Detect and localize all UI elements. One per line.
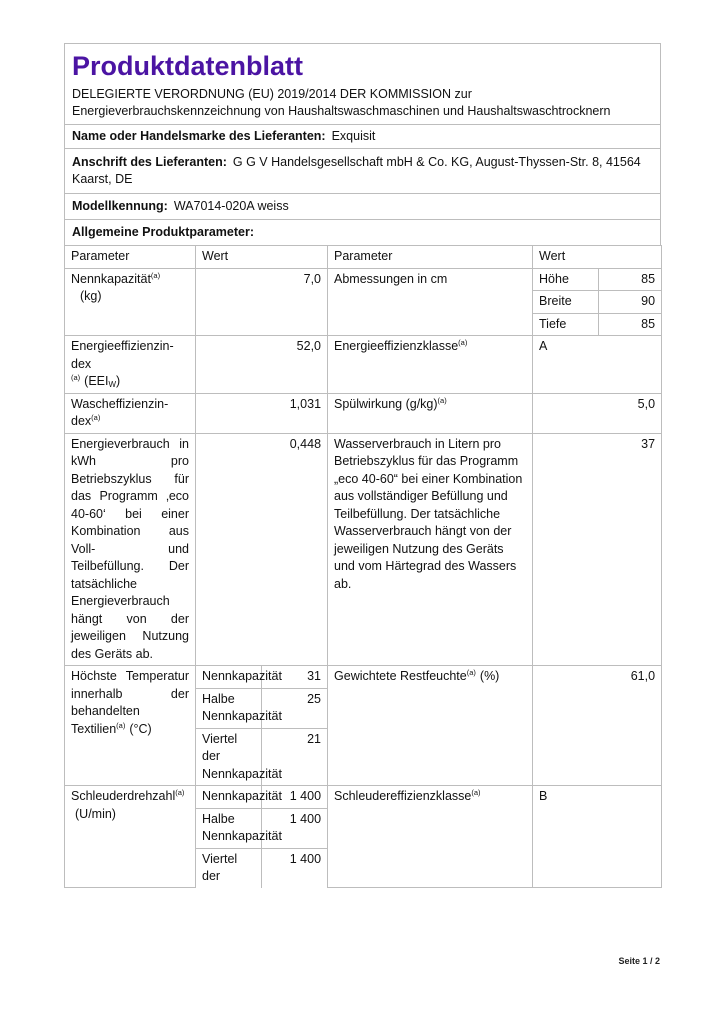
energy-consumption-value: 0,448 [196, 433, 328, 666]
eei-label-cell [65, 336, 196, 394]
supplier-address-row [64, 148, 661, 193]
spin-class-value: B [533, 786, 662, 888]
footnote-mark: (a) [437, 395, 447, 405]
model-label: Modellkennung: [72, 199, 168, 213]
general-parameters-row [64, 219, 661, 245]
width-value: 90 [599, 291, 662, 314]
regulation-line-2: Energieverbrauchskennzeichnung von Haushaltswaschmaschinen und Haushaltswaschtrocknern [72, 104, 611, 118]
washing-index-label: Wascheffizienzin-dex [71, 396, 169, 428]
supplier-name-label: Name oder Handelsmarke des Lieferanten: [72, 129, 326, 143]
energy-consumption-label: Energieverbrauch in kWh pro Betriebszyklus für das Programm ‚eco 40-60‘ bei einer Kombination aus Voll- und Teilbefüllung. Der tatsächliche Energieverbrauch hängt von der jeweiligen Nutzung des Geräts ab. [65, 433, 196, 666]
capacity-label: Nennkapazität [71, 271, 151, 286]
depth-label: Tiefe [533, 313, 599, 336]
moisture-label: Gewichtete Restfeuchte [334, 669, 467, 683]
max-temp-sub-value: 31 [262, 666, 328, 689]
energy-class-label-cell [328, 336, 533, 394]
spin-class-label-cell [328, 786, 533, 888]
sheet-header [64, 43, 661, 124]
eei-unit-close: ) [116, 374, 121, 388]
capacity-value: 7,0 [196, 268, 328, 336]
washing-index-label-cell [65, 393, 196, 433]
spin-class-label: Schleudereffizienzklasse [334, 789, 472, 803]
column-header-parameter: Parameter [65, 246, 196, 269]
moisture-value: 61,0 [533, 666, 662, 786]
max-temp-sub-value: 21 [262, 728, 328, 786]
column-header-value-2: Wert [533, 246, 662, 269]
spin-speed-sub-label: Nennkapazität [196, 786, 262, 809]
spin-speed-label-cell [65, 786, 196, 888]
footnote-mark: (a) [175, 788, 185, 797]
table-row [65, 268, 662, 291]
spin-speed-unit: (U/min) [75, 806, 116, 821]
dimensions-label: Abmessungen in cm [328, 268, 533, 336]
footnote-mark: (a) [150, 270, 161, 280]
footnote-mark: (a) [471, 788, 481, 797]
spin-speed-sub-value: 1 400 [262, 848, 328, 888]
table-row [65, 393, 662, 433]
capacity-unit: (kg) [80, 289, 102, 303]
eei-unit-subscript: W [108, 380, 117, 389]
table-row [65, 786, 662, 809]
rinsing-label-cell [328, 393, 533, 433]
eei-label: Energieeffizienzin-dex [71, 339, 174, 371]
table-row [65, 666, 662, 689]
energy-class-value: A [533, 336, 662, 394]
table-header-row [65, 246, 662, 269]
footnote-mark: (a) [466, 668, 476, 677]
spin-speed-label: Schleuderdrehzahl [71, 789, 176, 803]
max-temp-label: Höchste Temperatur innerhalb der behandelten Textilien [71, 669, 189, 736]
depth-value: 85 [599, 313, 662, 336]
regulation-line-1: DELEGIERTE VERORDNUNG (EU) 2019/2014 DER KOMMISSION zur [72, 87, 472, 101]
eei-unit: (EEI [84, 374, 109, 388]
model-row [64, 193, 661, 219]
supplier-name-row [64, 124, 661, 148]
max-temp-unit: (°C) [129, 721, 152, 736]
energy-class-label: Energieeffizienzklasse [334, 339, 459, 353]
max-temp-label-cell [65, 666, 196, 786]
column-header-parameter-2: Parameter [328, 246, 533, 269]
product-data-sheet [64, 43, 661, 888]
spin-speed-sub-value: 1 400 [262, 808, 328, 848]
width-label: Breite [533, 291, 599, 314]
page-number: Seite 1 / 2 [618, 956, 660, 966]
max-temp-sub-label: Viertel der Nennkapazität [196, 728, 262, 786]
capacity-label-cell [65, 268, 196, 336]
water-consumption-value: 37 [533, 433, 662, 666]
spin-speed-sub-value: 1 400 [262, 786, 328, 809]
footnote-mark: (a) [71, 373, 81, 382]
supplier-name-value: Exquisit [331, 129, 376, 143]
moisture-label-cell [328, 666, 533, 786]
table-row [65, 336, 662, 394]
parameter-table [64, 245, 662, 888]
column-header-value: Wert [196, 246, 328, 269]
moisture-unit: (%) [479, 669, 500, 683]
max-temp-sub-value: 25 [262, 688, 328, 728]
spin-speed-sub-label: Halbe Nennkapazität [196, 808, 262, 848]
table-row [65, 433, 662, 666]
rinsing-label: Spülwirkung (g/kg) [334, 396, 438, 411]
max-temp-sub-label: Nennkapazität [196, 666, 262, 689]
footnote-mark: (a) [91, 413, 101, 422]
page-title: Produktdatenblatt [72, 51, 304, 81]
height-label: Höhe [533, 268, 599, 291]
footnote-mark: (a) [116, 720, 126, 730]
max-temp-sub-label: Halbe Nennkapazität [196, 688, 262, 728]
model-value: WA7014-020A weiss [173, 199, 289, 213]
rinsing-value: 5,0 [533, 393, 662, 433]
supplier-address-value: G G V Handelsgesellschaft mbH & Co. KG, August-Thyssen-Str. 8, 41564 Kaarst, DE [72, 155, 641, 186]
footnote-mark: (a) [458, 338, 468, 347]
height-value: 85 [599, 268, 662, 291]
water-consumption-label: Wasserverbrauch in Litern pro Betriebszyklus für das Programm „eco 40-60“ bei einer Kombination aus vollständiger Befüllung und Teilbefüllung. Der tatsächliche Wasserverbrauch hängt von der jeweiligen Nutzung des Geräts und vom Härtegrad des Wassers ab. [328, 433, 533, 666]
eei-value: 52,0 [196, 336, 328, 394]
spin-speed-sub-label: Viertel der [196, 848, 262, 888]
supplier-address-label: Anschrift des Lieferanten: [72, 155, 227, 169]
general-parameters-label: Allgemeine Produktparameter: [72, 225, 254, 239]
washing-index-value: 1,031 [196, 393, 328, 433]
